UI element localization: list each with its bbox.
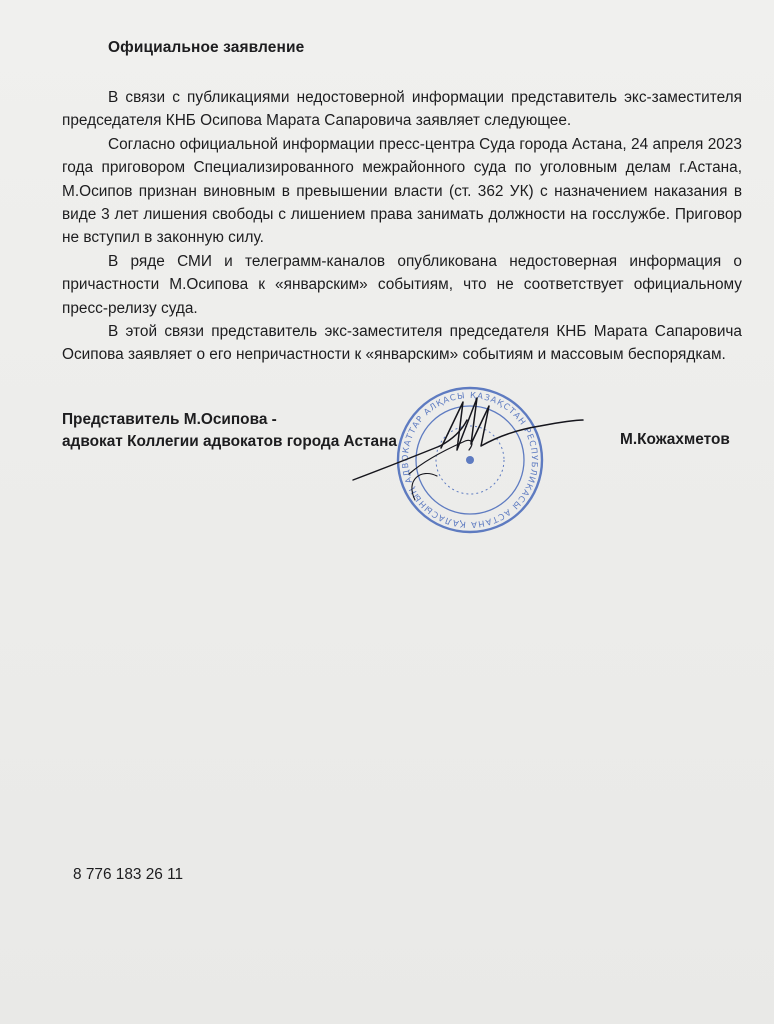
signatory-role: Представитель М.Осипова -	[62, 411, 277, 428]
document-body	[62, 86, 742, 367]
svg-text:ҚАЗАҚСТАН РЕСПУБЛИКАСЫ АСТАНА: ҚАЗАҚСТАН РЕСПУБЛИКАСЫ АСТАНА ҚАЛАСЫНЫҢ АДВОКАТТАР АЛҚАСЫ	[399, 389, 541, 531]
paragraph-3: В ряде СМИ и телеграмм-каналов опубликована недостоверная информация о причастности М.Осипова к «январским» событиям, что не соответствует официальному пресс-релизу суда.	[62, 252, 742, 317]
document-title: Официальное заявление	[108, 39, 305, 56]
signatory-organization: адвокат Коллегии адвокатов города Астана	[62, 432, 397, 450]
signature	[353, 398, 583, 500]
paragraph-4: В этой связи представитель экс-заместителя председателя КНБ Марата Сапаровича Осипова заявляет о его непричастности к «январским» событиям и массовым беспорядкам.	[62, 323, 742, 364]
signatory-name: М.Кожахметов	[620, 431, 730, 448]
paragraph-1: В связи с публикациями недостоверной информации представитель экс-заместителя председателя КНБ Осипова Марата Сапаровича заявляет следующее.	[62, 89, 742, 130]
paragraph-2: Согласно официальной информации пресс-центра Суда города Астана, 24 апреля 2023 года приговором Специализированного межрайонного суда по уголовным делам г.Астана, М.Осипов признан виновным в превышении власти (ст. 362 УК) с назначением наказания в виде 3 лет лишения свободы с лишением права занимать должности на госслужбе. Приговор не вступил в законную силу.	[62, 135, 742, 247]
stamp-and-signature	[345, 380, 595, 535]
official-seal	[398, 388, 542, 532]
phone-number: 8 776 183 26 11	[73, 866, 184, 883]
